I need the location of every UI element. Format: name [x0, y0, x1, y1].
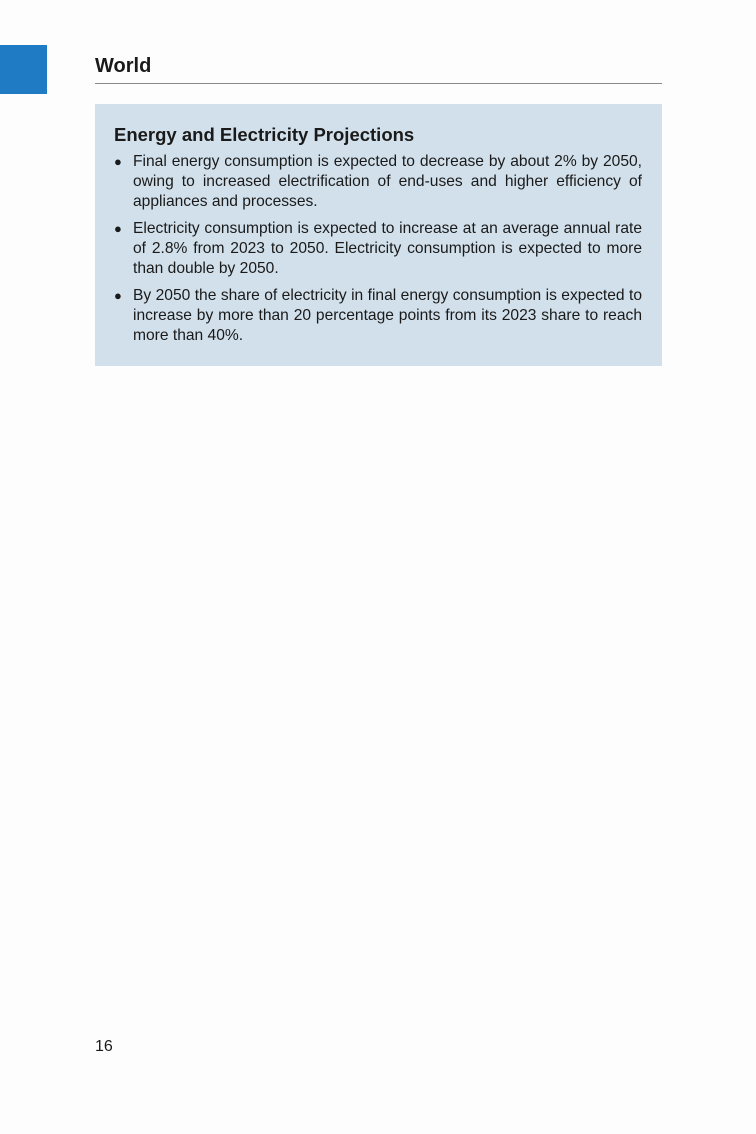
bullet-text: Electricity consumption is expected to increase at an average annual rate of 2.8% from 2023 to 2050. Electricity consumption is expected to more than double by 2050. [133, 220, 642, 277]
page-number: 16 [95, 1038, 113, 1055]
section-header [95, 53, 662, 84]
list-item [114, 286, 642, 346]
bullet-icon: ● [114, 288, 122, 303]
bullet-icon: ● [114, 154, 122, 169]
section-title: World [95, 55, 152, 77]
bullet-text: By 2050 the share of electricity in final energy consumption is expected to increase by more than 20 percentage points from its 2023 share to reach more than 40%. [133, 287, 642, 344]
bullet-icon: ● [114, 221, 122, 236]
list-item [114, 152, 642, 212]
bullet-text: Final energy consumption is expected to decrease by about 2% by 2050, owing to increased electrification of end-uses and higher efficiency of appliances and processes. [133, 153, 642, 210]
projections-box [95, 104, 662, 366]
list-item [114, 219, 642, 279]
chapter-edge-tab [0, 45, 47, 94]
bullet-list [114, 152, 642, 346]
box-title: Energy and Electricity Projections [114, 124, 415, 145]
